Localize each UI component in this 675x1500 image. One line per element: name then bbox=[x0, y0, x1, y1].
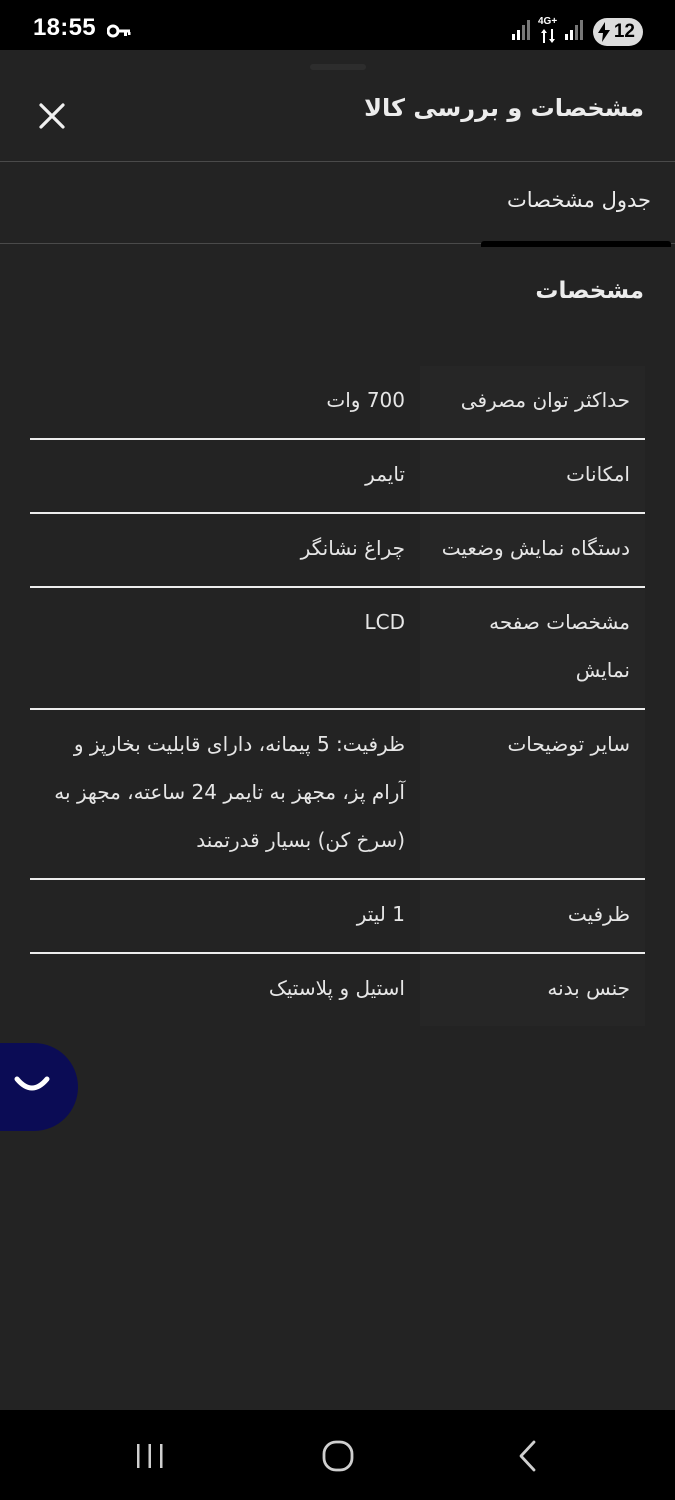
signal-icon bbox=[565, 20, 583, 40]
spec-row bbox=[30, 954, 645, 1026]
status-bar bbox=[0, 0, 675, 50]
smile-chat-icon bbox=[12, 1073, 52, 1097]
spec-key: جنس بدنه bbox=[420, 954, 645, 1026]
spec-key: امکانات bbox=[420, 440, 645, 512]
tab-bar bbox=[0, 162, 675, 244]
tab-label: جدول مشخصات bbox=[507, 188, 651, 212]
sheet-title: مشخصات و بررسی کالا bbox=[364, 94, 644, 122]
spec-table bbox=[30, 366, 645, 1026]
sheet-header bbox=[0, 50, 675, 162]
spec-value: 1 لیتر bbox=[356, 902, 405, 926]
tab-spec-table[interactable] bbox=[480, 162, 675, 244]
spec-row bbox=[30, 588, 645, 710]
spec-key: حداکثر توان مصرفی bbox=[420, 366, 645, 438]
network-type-label: 4G+ bbox=[538, 16, 558, 27]
spec-row bbox=[30, 366, 645, 440]
spec-row bbox=[30, 514, 645, 588]
close-icon[interactable] bbox=[36, 100, 68, 132]
key-icon bbox=[107, 24, 131, 38]
section-title: مشخصات bbox=[535, 278, 644, 304]
spec-value: تایمر bbox=[365, 462, 405, 486]
spec-key: سایر توضیحات bbox=[420, 710, 645, 878]
signal-icon bbox=[512, 20, 530, 40]
spec-key: مشخصات صفحه نمایش bbox=[420, 588, 645, 708]
status-time: 18:55 bbox=[33, 14, 96, 41]
spec-value: استیل و پلاستیک bbox=[268, 976, 405, 1000]
system-nav-bar bbox=[0, 1410, 675, 1500]
battery-indicator bbox=[593, 18, 643, 46]
battery-charging-icon bbox=[598, 22, 610, 42]
spec-row bbox=[30, 440, 645, 514]
spec-row bbox=[30, 710, 645, 880]
spec-key: دستگاه نمایش وضعیت bbox=[420, 514, 645, 586]
recent-apps-icon[interactable] bbox=[130, 1436, 170, 1476]
spec-key: ظرفیت bbox=[420, 880, 645, 952]
battery-level: 12 bbox=[613, 21, 635, 42]
spec-value: ظرفیت: 5 پیمانه، دارای قابلیت بخارپز و آرام پز، مجهز به تایمر 24 ساعته، مجهز به (سرخ کن) بسیار قدرتمند bbox=[54, 732, 405, 852]
spec-row bbox=[30, 880, 645, 954]
spec-value: 700 وات bbox=[326, 388, 405, 412]
data-arrows-icon bbox=[540, 29, 556, 43]
spec-value: LCD bbox=[364, 610, 405, 634]
back-icon[interactable] bbox=[508, 1436, 548, 1476]
tab-active-indicator bbox=[481, 241, 671, 247]
specs-bottom-sheet bbox=[0, 50, 675, 1410]
home-icon[interactable] bbox=[318, 1436, 358, 1476]
spec-value: چراغ نشانگر bbox=[300, 536, 405, 560]
